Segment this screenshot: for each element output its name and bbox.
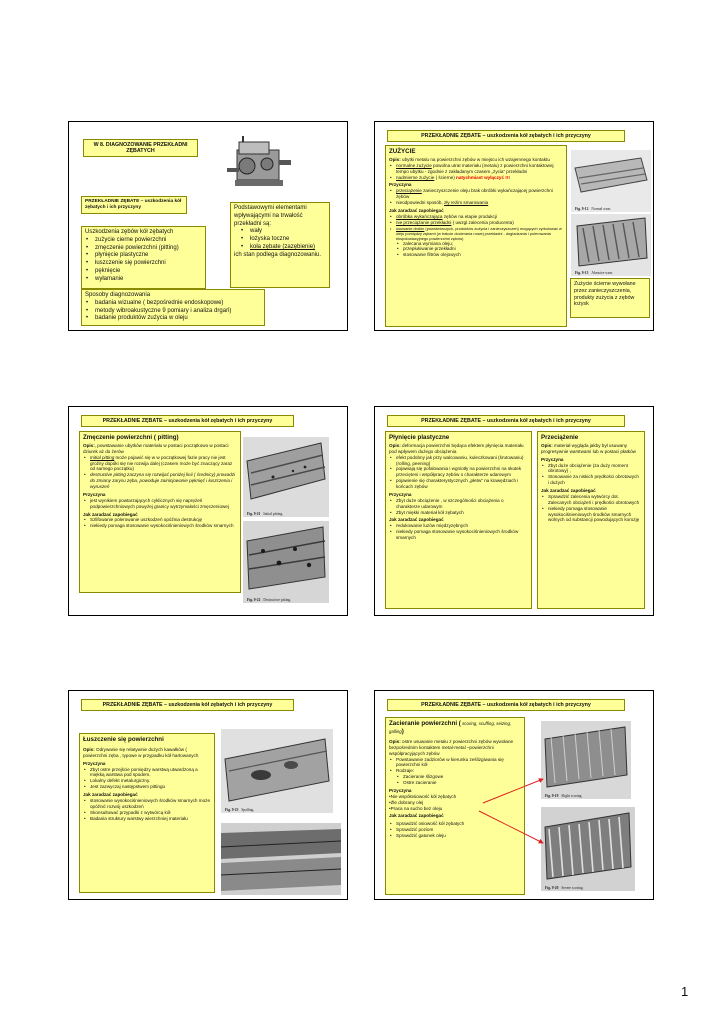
list-item: • niekiedy pomaga stosowanie wysokociśnieniowych środków smarnych wolnych od substancji powodujących korozję	[541, 506, 641, 524]
list-item: • zużycie cierne powierzchni	[85, 237, 202, 245]
list-item: • Rodzaje:	[389, 768, 521, 774]
damages-title: Uszkodzenia zębów kół zębatych	[85, 229, 174, 235]
cause-label: Przyczyna	[389, 787, 412, 793]
cause-line: •Nie współosiowość kół zębatych	[389, 793, 457, 799]
list-item: • Skonsultować przypadki z wytwórcą kół	[83, 810, 211, 816]
figure-normal-wear	[571, 150, 651, 212]
opis-label: Opis:	[389, 156, 401, 162]
prevent-label: Jak zaradzać zapobiegać	[389, 517, 444, 523]
gear-teeth-icon	[571, 150, 651, 212]
cause-label: Przyczyna	[83, 760, 106, 766]
list-item: • nadmierne zużycie ( ścierne) natychmiast wyłączyć !!!	[389, 175, 563, 181]
list-item: • normalne zużycie powolna utrat materiału (metalu) z powierzchni kontaktowej tempo ubytku - zgodnie z zakładanym czasem „życia” przekładni	[389, 163, 563, 175]
list-item: • przeciążenie zanieczyszczenie oleju brak obróbki wykańczającej powierzchni zębów	[389, 188, 563, 200]
list-item: • Powstawanie zadziorów w kierunku ześlizgiwania się powierzchni kół	[389, 757, 521, 769]
opis-label: Opis:	[83, 442, 95, 448]
note-box: Zużycie ścierne wywołane przez zanieczyszczenia, produkty zużycia z zębów łożysk	[570, 278, 650, 318]
plyniecie-box	[385, 431, 532, 609]
prevent-label: Jak zaradzać zapobiegać	[389, 207, 444, 213]
zacieranie-box	[385, 717, 525, 895]
gear-teeth-icon	[541, 807, 635, 891]
damages-box	[81, 226, 206, 289]
methods-box	[81, 289, 265, 326]
opis-label: Opis:	[83, 746, 95, 752]
figure-abrasive-wear	[571, 214, 651, 276]
figure-caption: Fig. 9-21 Initial pitting.	[247, 512, 284, 516]
opis-label: Opis:	[389, 442, 401, 448]
list-item: • Sprawdzić osiowość kół zębatych	[389, 821, 521, 827]
methods-title: Sposoby diagnozowania	[85, 292, 151, 298]
gear-teeth-icon	[221, 729, 333, 813]
section-title: Przeciążenie	[541, 434, 579, 441]
list-item: • metody wibroakustyczne 9 pomiary i analiza drgań)	[85, 308, 261, 316]
list-item: • nie przeciążanie przekładni ( uwzgl.zalecenia producenta)	[389, 220, 563, 226]
section-title: ZUŻYCIE	[389, 148, 416, 155]
figure-caption: Fig. 9-13 Abrasive wear.	[575, 271, 613, 275]
gearbox-icon	[225, 128, 295, 198]
opis-text: ubytki metalu na powierzchni zębów w miejscu ich wzajemnego kontaktu	[402, 156, 550, 162]
figure-caption: Fig. 9-20 Severe scoring.	[545, 886, 584, 890]
list-item: • usuwanie drobin (powstwórczych, produktów zużycia i zanieczyszczeń) mogących cyrkulować w oleju pomiędzy zębami (w trakcie docierania nowej przekładni - dogladzania i polerowania ekspoloatacyjnego powierzchni zębów)	[389, 226, 563, 241]
list-item: • Szlifowanie polerowanie uszkodzeń opóźnia destrukcję	[83, 517, 237, 523]
gearbox-photo	[225, 128, 295, 198]
cause-line: •Źle dobrany olej	[389, 799, 424, 805]
prevent-label: Jak zaradzać zapobiegać	[83, 792, 138, 798]
przeciazenie-box	[537, 431, 645, 609]
slide-header: PRZEKŁADNIE ZĘBATE – uszkodzenia kół zębatych i ich przyczyny	[387, 415, 625, 427]
cause-label: Przyczyna	[389, 182, 412, 188]
slide1-title: W 8. DIAGNOZOWANIE PRZEKŁADNI ZĘBATYCH	[83, 139, 198, 157]
elements-box	[230, 202, 330, 288]
cause-label: Przyczyna	[541, 456, 564, 462]
list-item: • jest wynikiem powtarzających cyklicznych się naprężeń podpowierzchniowych powyżej granicy wytrzymałości zmęczeniowej	[83, 498, 237, 510]
slide-header: PRZEKŁADNIE ZĘBATE – uszkodzenia kół zębatych i ich przyczyny	[387, 130, 625, 142]
figure-destructive-pitting	[243, 521, 329, 603]
list-item: • Initial pitting może pojawić się w w początkowej fazie pracy nie jest groźny dopóki się nie rozwija dalej (czasem może być znaczący zaraz od samego początku)	[83, 455, 237, 473]
list-item: • Zacieranie ślizgowe	[389, 774, 521, 780]
list-item: • niekiedy pomaga stosowanie wysokociśnieniowych środków smarnych	[83, 523, 237, 529]
slide-pitting	[68, 406, 348, 616]
page-number: 1	[681, 984, 689, 999]
slide-header: PRZEKŁADNIE ZĘBATE – uszkodzenia kół zębatych i ich przyczyny	[81, 699, 294, 711]
list-item: • zalecana wymiana oleju;	[389, 241, 563, 247]
list-item: • pęknięcie	[85, 268, 202, 276]
list-item: • koła zębate (zazębienie)	[240, 244, 326, 252]
list-item: • przepłukiwanie przekładni	[389, 246, 563, 252]
prevent-label: Jak zaradzać zapobiegać	[83, 511, 138, 517]
gear-teeth-icon	[541, 721, 631, 799]
list-item: • destructive pitting zaczyna się rozwijać poniżej linii ( średnicy) prowadzi do zmiany zarysu zęba, powoduje zainicjowanie pęknięć i łuszczenia i wyruszeń	[83, 472, 237, 490]
gear-teeth-icon	[243, 521, 329, 603]
slide-zacieranie	[374, 690, 654, 900]
opis-label: Opis:	[389, 738, 401, 744]
opis-label: Opis:	[541, 442, 553, 448]
list-item: • Sprawdzić zalecenia wytwórcy dot. Zalecanych obciążeń i prędkości obrotowych	[541, 494, 641, 506]
section-title: Zacieranie powierzchni ( scoring, scuffing, seizing, galling)	[389, 720, 512, 735]
section-title: Łuszczenie się powierzchni	[83, 736, 164, 743]
gear-teeth-icon	[221, 823, 341, 895]
figure-slight-scoring	[541, 721, 631, 799]
list-item: • Sprawdzić poziom	[389, 827, 521, 833]
figure-caption: Fig. 9-22 Destructive pitting.	[247, 598, 292, 602]
elements-title: Podstawowymi elementami wpływającymi na trwałość przekładni są:	[234, 205, 307, 227]
list-item: • Lokalny defekt metalurgiczny.	[83, 778, 211, 784]
opis-text: deformacja powierzchni będąca efektem płynięcia materiału pod wpływem dużego obciążenia	[389, 442, 524, 454]
figure-caption: Fig. 9-12 Normal wear.	[575, 207, 611, 211]
list-item: • Zbyt miękki materiał kół zębatych	[389, 510, 528, 516]
zuzycie-box	[385, 145, 567, 327]
luszczenie-box	[79, 733, 215, 893]
gear-teeth-icon	[571, 214, 651, 276]
list-item: • nieodpowiedni sposób, zły reżim smarowania	[389, 200, 563, 206]
figure-caption: Fig. 9-23 Spalling.	[225, 808, 255, 812]
list-item: • Zbyt duże obciążenie (za duży moment obrotowy) ,	[541, 463, 641, 475]
cause-line: •Praca na sucho bez oleju	[389, 805, 443, 811]
figure-caption: Fig. 9-19 Slight scoring.	[545, 794, 583, 798]
list-item: • Stosowanie za niskich prędkości obrotowych i dużych	[541, 474, 641, 486]
list-item: • łożyska toczne	[240, 236, 326, 244]
slide-luszczenie	[68, 690, 348, 900]
section-title: Zmęczenie powierzchni ( pitting)	[83, 434, 179, 441]
slide-header: PRZEKŁADNIE ZĘBATE – uszkodzenia kół zębatych i ich przyczyny	[387, 699, 625, 711]
list-item: • obróbka wykańczająca zębów na etapie produkcji	[389, 214, 563, 220]
list-item: • wały	[240, 228, 326, 236]
slide-diagnozowanie	[68, 121, 348, 331]
cause-label: Przyczyna	[83, 491, 106, 497]
elements-footer: ich stan podlega diagnozowaniu.	[234, 251, 322, 258]
opis-text: Odrywanie się relatywnie dużych kawałków ( powierzchni zęba , typowe w przypadku kół hartowanych	[83, 746, 199, 758]
figure-spalling-2	[221, 823, 341, 895]
list-item: • efekt podobny jak przy walcowaniu, kuleczkowani (śrutowaniu) (rolling, peening)	[389, 455, 528, 467]
list-item: • badanie produktów zużycia w oleju	[85, 315, 261, 323]
figure-spalling	[221, 729, 333, 813]
slide1-tag: PRZEKŁADNIE ZĘBATE – uszkodzenia kół zębatych i ich przyczyny	[81, 196, 187, 214]
slide-zuzycie	[374, 121, 654, 331]
list-item: • pojawiają się pofalowania i wgniotły na powierzchni na skutek przecięteni i współpracy zębów o charakterze udarowym	[389, 466, 528, 478]
list-item: • Sprawdzić gatunek oleju	[389, 833, 521, 839]
slide-header: PRZEKŁADNIE ZĘBATE – uszkodzenia kół zębatych i ich przyczyny	[81, 415, 294, 427]
list-item: • płynięcie plastyczne	[85, 252, 202, 260]
slide-plyniecie	[374, 406, 654, 616]
figure-initial-pitting	[243, 437, 329, 517]
list-item: • pojawienie się charakterystycznych „płetw” na krawędziach i końcach zębów	[389, 478, 528, 490]
list-item: • Jest zazwyczaj następstwem pittingu	[83, 784, 211, 790]
list-item: • niekiedy pomaga stosowanie wysokociśnieniowych środków smarnych	[389, 529, 528, 541]
prevent-label: Jak zaradzać zapobiegać	[541, 488, 596, 494]
list-item: • Badania struktury warstwy wierzchniej materiału	[83, 816, 211, 822]
section-title: Płynięcie plastyczne	[389, 434, 450, 441]
pitting-box	[79, 431, 241, 593]
list-item: • badania wizualne ( bezpośrednie endoskopowe)	[85, 300, 261, 308]
prevent-label: Jak zaradzać zapobiegać	[389, 813, 444, 819]
opis-text: materiał wygląda jakby był usuwany progresywnie warstwami lub w postaci płatków	[541, 442, 636, 454]
list-item: • Zbyt ostre przejście pomiędzy warstwą utwardzoną a miękką warstwa pod spodem.	[83, 767, 211, 779]
list-item: • łuszczenie się powierzchni	[85, 260, 202, 268]
list-item: • stosowanie filtrów olejowych	[389, 252, 563, 258]
list-item: • zmęczenie powierzchni (pitting)	[85, 245, 202, 253]
list-item: • stosowanie wysokociśnieniowych środków smarnych może opóźnić rozwój uszkodzeń	[83, 798, 211, 810]
figure-severe-scoring	[541, 807, 635, 891]
list-item: • redukowanie luzów międzyzębnych	[389, 523, 528, 529]
list-item: • wyłamanie	[85, 276, 202, 284]
cause-label: Przyczyna	[389, 491, 412, 497]
opis-text: ostre usuwanie metalu z powierzchni zębów wywołane bezpośrednim kontaktem metal-metal –powierzchni współpracyjących zębów	[389, 738, 514, 756]
list-item: • Ostre zacieranie	[389, 780, 521, 786]
opis-text: , powstawanie ubytków materiału w postaci początkowo w postaci dziurek aż do żerów	[83, 442, 229, 454]
list-item: • Zbyt duże obciążenie , w szczególności obciążenia o charakterze udarowym	[389, 498, 528, 510]
gear-teeth-icon	[243, 437, 329, 517]
